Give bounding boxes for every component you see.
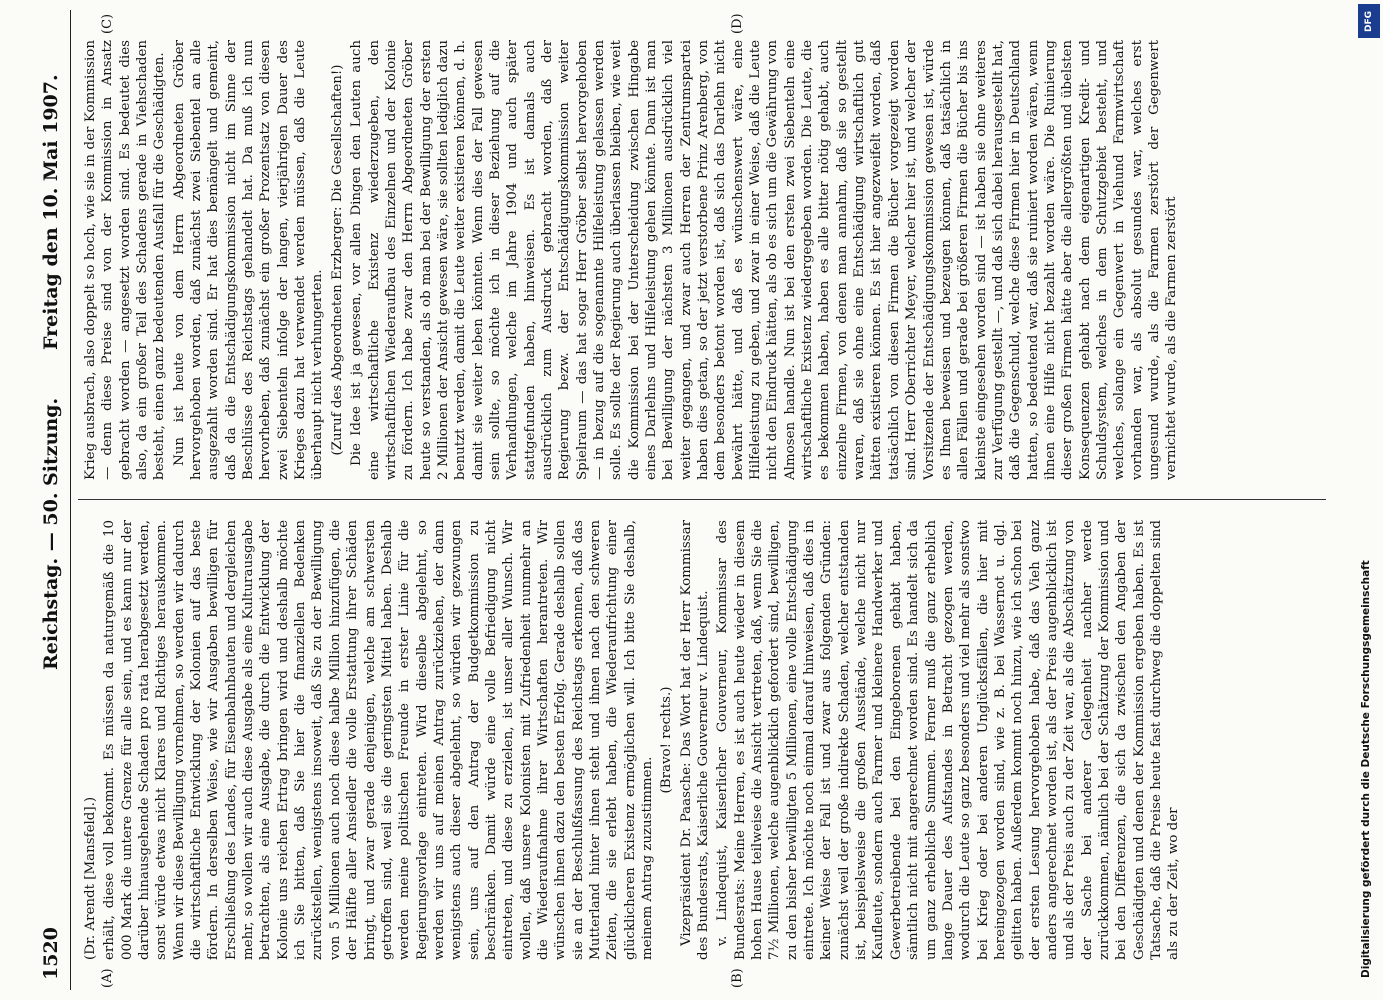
page-header: [30, 10, 71, 990]
rotated-content: [30, 10, 1330, 990]
session-date: Freitag den 10. Mai 1907.: [40, 74, 62, 350]
margin-a: (A): [100, 968, 115, 988]
right-paragraph-3: Die Idee ist ja gewesen, vor allen Dingen den Leuten auch eine wirtschaftliche Existenz wiederzugeben, den wirtschaftlichen Wiederaufbau des Einzelnen und der Kolonie zu fördern. Ich habe zwar den Herrn Abgeordneten Gröber heute so verstanden, als ob man bei der Bewilligung der ersten 2 Millionen der Ansicht gewesen wäre, sie sollten lediglich dazu benutzt werden, damit die Leute weiter existieren können, d. h. damit sie weiter leben könnten. Wenn dies der Fall gewesen sein sollte, so möchte ich in dieser Beziehung auf die Verhandlungen, welche im Jahre 1904 und auch später stattgefunden haben, hinweisen. Es ist damals auch ausdrücklich zum Ausdruck gebracht worden, daß der Regierung bezw. der Entschädigungskommission weiter Spielraum — das hat sogar Herr Gröber selbst hervorgehoben — in bezug auf die sogenannte Hilfeleistung gelassen werden solle. Es sollte der Regierung auch überlassen bleiben, wie weit die Kommission bei der Unterscheidung zwischen Hingabe eines Darlehns und Hilfeleistung gehen könnte. Dann ist man bei Bewilligung der nächsten 3 Millionen ausdrücklich viel weiter gegangen, und zwar auch Herren der Zentrumspartei haben dies getan, so der jetzt verstorbene Prinz Arenberg, von dem besonders betont worden ist, daß sich das Darlehn nicht bewährt hätte, und daß es wünschenswert wäre, eine Hilfeleistung zu geben, und zwar in einer Weise, daß die Leute nicht den Eindruck hätten, als ob es sich um die Gewährung von Almosen handle. Nun ist bei den ersten zwei Siebenteln eine wirtschaftliche Existenz wiedergegeben worden. Die Leute, die es bekommen haben, haben es alle bitter nötig gehabt, auch einzelne Firmen, von denen man annahm, daß sie so gestellt waren, daß sie ohne eine Entschädigung wirtschaftlich gut hätten existieren können. Es ist hier angezweifelt worden, daß tatsächlich von diesen Firmen die Bücher vorgezeigt worden sind. Herr Oberrichter Meyer, welcher hier ist, und welcher der Vorsitzende der Entschädigungskommission gewesen ist, würde es Ihnen beweisen und bezeugen können, daß tatsächlich in allen Fällen und gerade bei größeren Firmen die Bücher bis ins kleinste eingesehen worden sind — ist haben sie ohne weiteres zur Verfügung gestellt —, und daß sich dabei herausgestellt hat, daß die Gegenschuld, welche diese Firmen hier in Deutschland hatten, so bedeutend war, daß sie ruiniert worden wären, wenn ihnen eine Hilfe nicht bezahlt worden wäre. Die Ruinierung dieser großen Firmen hätte aber die allergrößten und übelsten Konsequenzen gehabt nach dem eigenartigen Kredit- und Schuldsystem, welches in dem Schutzgebiet besteht, und welches, solange ein Gegenwert in Viehund Farmwirtschaft vorhanden war, als absolut gesundes war, welches erst ungesund wurde, als die Farmen zerstört der Gegenwert vernichtet wurde, als die Farmen zerstört: [349, 40, 1180, 480]
arendt-paragraph: erhält, diese voll bekommt. Es müssen da naturgemäß die 10 000 Mark die untere Grenze für alle sein, und es kann nur der darüber hinausgehende Schaden pro rata herabgesetzt werden, sonst würde etwas nicht Klares und Richtiges herauskommen. Wenn wir diese Bewilligung vornehmen, so werden wir dadurch die wirtschaftliche Entwicklung der Kolonien auf das beste fördern. In derselben Weise, wie wir Ausgaben bewilligen für Erschließung des Landes, für Eisenbahnbauten und dergleichen mehr, so wollen wir auch diese Ausgabe als eine Kulturausgabe betrachten, als eine Ausgabe, die durch die Entwicklung der Kolonie uns reichen Ertrag bringen wird und deshalb möchte ich Sie bitten, daß Sie hier die finanziellen Bedenken zurückstellen, wenigstens insoweit, daß Sie zu der Bewilligung von 5 Millionen auch noch diese halbe Million hinzufügen, die der Hälfte aller Ansiedler die volle Erstattung ihrer Schäden bringt, und zwar gerade denjenigen, welche am schwersten getroffen sind, weil sie die geringsten Mittel haben. Deshalb werden meine politischen Freunde in erster Linie für die Regierungsvorlage eintreten. Wird dieselbe abgelehnt, so werden wir uns auf meinen Antrag zurückziehen, der dann wenigstens auch dieser abgelehnt, so würden wir gezwungen sein, uns auf den Antrag der Budgetkommission zu beschränken. Damit würde eine volle Befriedigung nicht eintreten, und diese zu erzielen, ist unser aller Wunsch. Wir wollen, daß unsere Kolonisten mit Zufriedenheit nunmehr an die Wiederaufnahme ihrer Wirtschaften herantreten. Wir wünschen ihnen dazu den besten Erfolg. Gerade deshalb sollen sie an der Beschlußfassung des Reichstags erkennen, daß das Mutterland hinter ihnen steht und ihnen nach den schweren Zeiten, die sie erlebt haben, die Wiederaufrichtung einer glücklicheren Existenz ermöglichen will. Ich bitte Sie deshalb, meinem Antrag zuzustimmen.: [102, 520, 655, 960]
right-paragraph-2: Nun ist heute von dem Herrn Abgeordneten Gröber hervorgehoben worden, daß zunächst zwei Siebentel an alle ausgezahlt worden sind. Er hat dies bemängelt und gemeint, daß da die Entschädigungskommission nicht im Sinne der Beschlüsse des Reichstags gehandelt hat. Da muß ich nun hervorheben, daß zunächst ein großer Prozentsatz von diesen zwei Siebenteln infolge der langen, vierjährigen Dauer des Krieges dazu hat verwendet werden müssen, daß die Leute überhaupt nicht verhungerten.: [171, 40, 326, 480]
credit-text: Digitalisierung gefördert durch die Deutsche Forschungsgemeinschaft: [1360, 560, 1372, 978]
dfg-logo: DFG: [1358, 4, 1380, 38]
interjection: (Zuruf des Abgeordneten Erzberger: Die Gesellschaften!): [329, 64, 345, 456]
margin-b: (B): [730, 968, 745, 988]
margin-c: (C): [100, 13, 115, 34]
credit-strip: [1355, 18, 1377, 978]
right-paragraph-1: Krieg ausbrach, also doppelt so hoch, wie sie in der Kommission — denn diese Preise sind von der Kommission in Ansatz gebracht worden — angesetzt worden sind. Es bedeutet dies also, da ein großer Teil des Schadens gerade in Viehschaden besteht, einen ganz bedeutenden Ausfall für die Geschädigten.: [83, 40, 168, 480]
column-divider: [78, 499, 1326, 500]
lindequist-paragraph: v. Lindequist, Kaiserlicher Gouverneur, Kommissar des Bundesrats: Meine Herren, es ist auch heute wieder in diesem hohen Hause teilweise die Ansicht vertreten, daß, wenn Sie die 7½ Millionen, welche augenblicklich gefordert sind, bewilligen, zu den bisher bewilligten 5 Millionen, eine volle Entschädigung eintrete. Ich möchte noch einmal darauf hinweisen, daß dies in keiner Weise der Fall ist und zwar aus folgenden Gründen: zunächst weil der große indirekte Schaden, welcher entstanden ist, beispielsweise die großen Ausstände, welche nicht nur Kaufleute, sondern auch Farmer und kleinere Handwerker und Gewerbetreibende bei den Eingeborenen gehabt haben, sämtlich nicht mit angerechnet worden sind. Es handelt sich da um ganz erhebliche Summen. Ferner muß die ganz erheblich lange Dauer des Aufstandes in Betracht gezogen werden, wodurch die Leute so ganz besonders und viel mehr als sonstwo bei Krieg oder bei anderen Unglücksfällen, die hier mit hereingezogen worden sind, wie z. B. bei Wassernot u. dgl. gelitten haben. Außerdem kommt noch hinzu, wie ich schon bei der ersten Lesung hervorgehoben habe, daß das Vieh ganz anders angerechnet worden ist, als der Preis augenblicklich ist und als der Preis auch zu der Zeit war, als die Abschätzung von der Sache bei anderer Gelegenheit nachher werde zurückkommen, nämlich bei der Schätzung der Kommission und bei den Differenzen, die sich da zwischen den Angaben der Geschädigten und denen der Kommission ergeben haben. Es ist Tatsache, daß die Preise heute fast durchweg die doppelten sind als zu der Zeit, wo der: [715, 520, 1182, 960]
session-title: Reichstag. — 50. Sitzung.: [40, 397, 62, 670]
running-head: (Dr. Arendt [Mansfeld].): [83, 796, 98, 960]
page-number: 1520: [40, 927, 62, 980]
margin-d: (D): [730, 13, 745, 34]
vice-president-paragraph: Vizepräsident Dr. Paasche: Das Wort hat der Herr Kommissar des Bundesrats, Kaiserliche Gouverneur v. Lindequist.: [678, 520, 712, 960]
left-column: [82, 520, 1322, 960]
applause-note: (Bravo! rechts.): [659, 686, 675, 794]
right-column: [82, 40, 1322, 480]
